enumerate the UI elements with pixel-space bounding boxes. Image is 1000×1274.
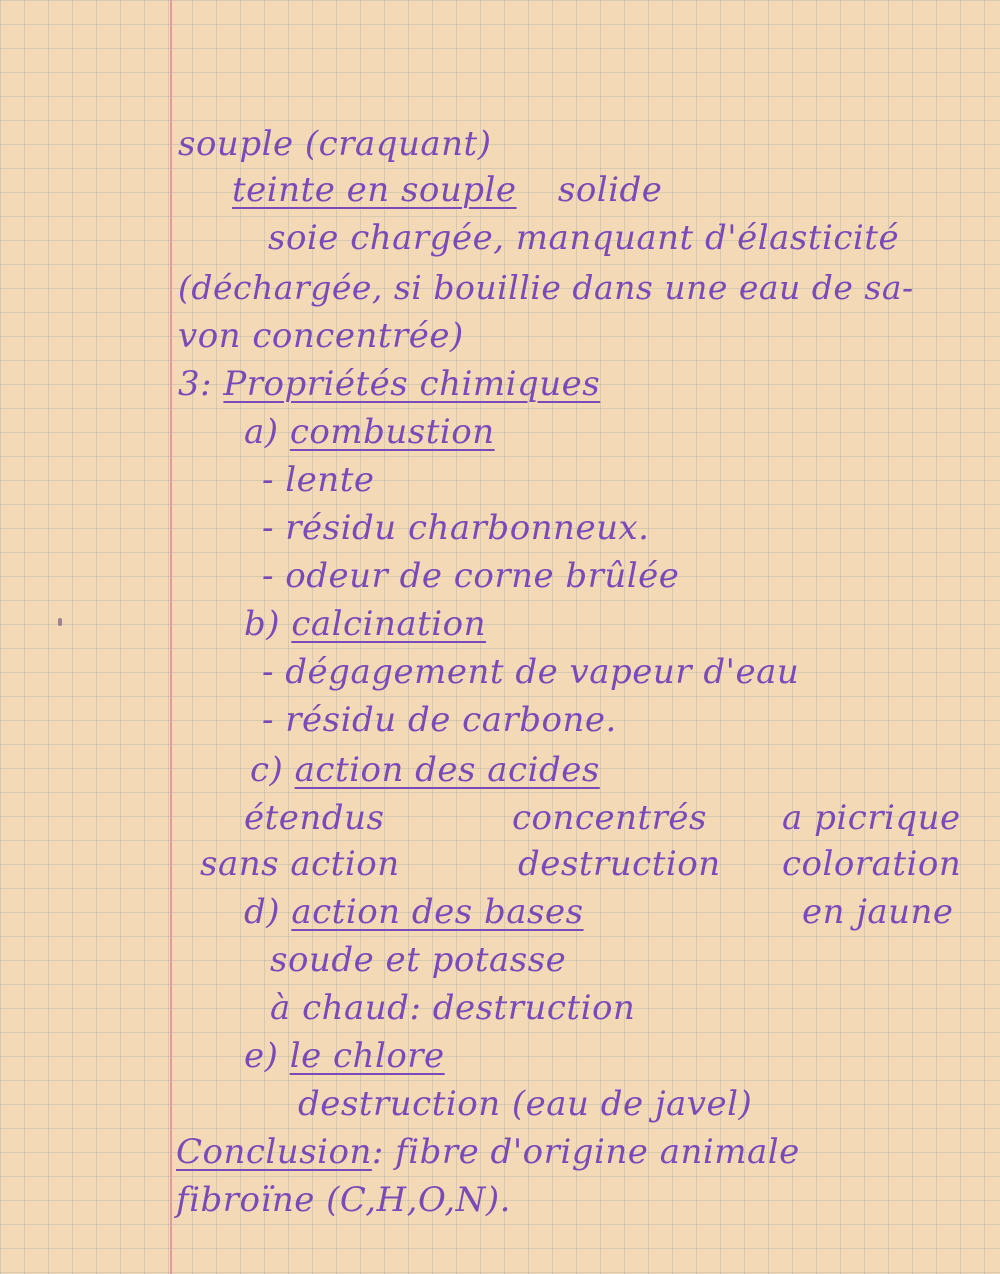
line-residu-charbonneux: - résidu charbonneux.	[262, 508, 650, 548]
subheading-c: c) action des acides	[250, 750, 600, 790]
line-von-concentree: von concentrée)	[178, 316, 464, 356]
line-acids-headers-col3: a picrique	[782, 798, 961, 838]
line-acids-headers-col2: concentrés	[512, 798, 707, 838]
line-a-chaud: à chaud: destruction	[270, 988, 636, 1028]
ink-smudge	[58, 618, 62, 626]
line-soie-chargee: soie chargée, manquant d'élasticité	[268, 218, 900, 258]
line-acids-results: sans action	[200, 844, 400, 884]
line-fibroine: fibroïne (C,H,O,N).	[176, 1180, 511, 1220]
subheading-a: a) combustion	[244, 412, 495, 452]
margin-line	[170, 0, 172, 1274]
line-acids-results-col3: coloration	[782, 844, 962, 884]
line-acids-headers: étendus	[244, 798, 385, 838]
line-odeur: - odeur de corne brûlée	[262, 556, 680, 596]
line-en-jaune: en jaune	[802, 892, 954, 932]
line-acids-results-col2: destruction	[518, 844, 721, 884]
line-eau-de-javel: destruction (eau de javel)	[298, 1084, 753, 1124]
line-residu-carbone: - résidu de carbone.	[262, 700, 617, 740]
line-degagement: - dégagement de vapeur d'eau	[262, 652, 800, 692]
line-soude: soude et potasse	[270, 940, 567, 980]
line-lente: - lente	[262, 460, 375, 500]
line-dechargee: (déchargée, si bouillie dans une eau de sa-	[178, 268, 914, 307]
line-conclusion: Conclusion: fibre d'origine animale	[176, 1132, 800, 1172]
section-heading-3: 3: Propriétés chimiques	[178, 364, 601, 404]
line-teinte: teinte en souple solide	[232, 170, 663, 210]
subheading-b: b) calcination	[244, 604, 487, 644]
line-souple: souple (craquant)	[178, 124, 492, 164]
subheading-d: d) action des bases	[244, 892, 584, 932]
subheading-e: e) le chlore	[244, 1036, 445, 1076]
